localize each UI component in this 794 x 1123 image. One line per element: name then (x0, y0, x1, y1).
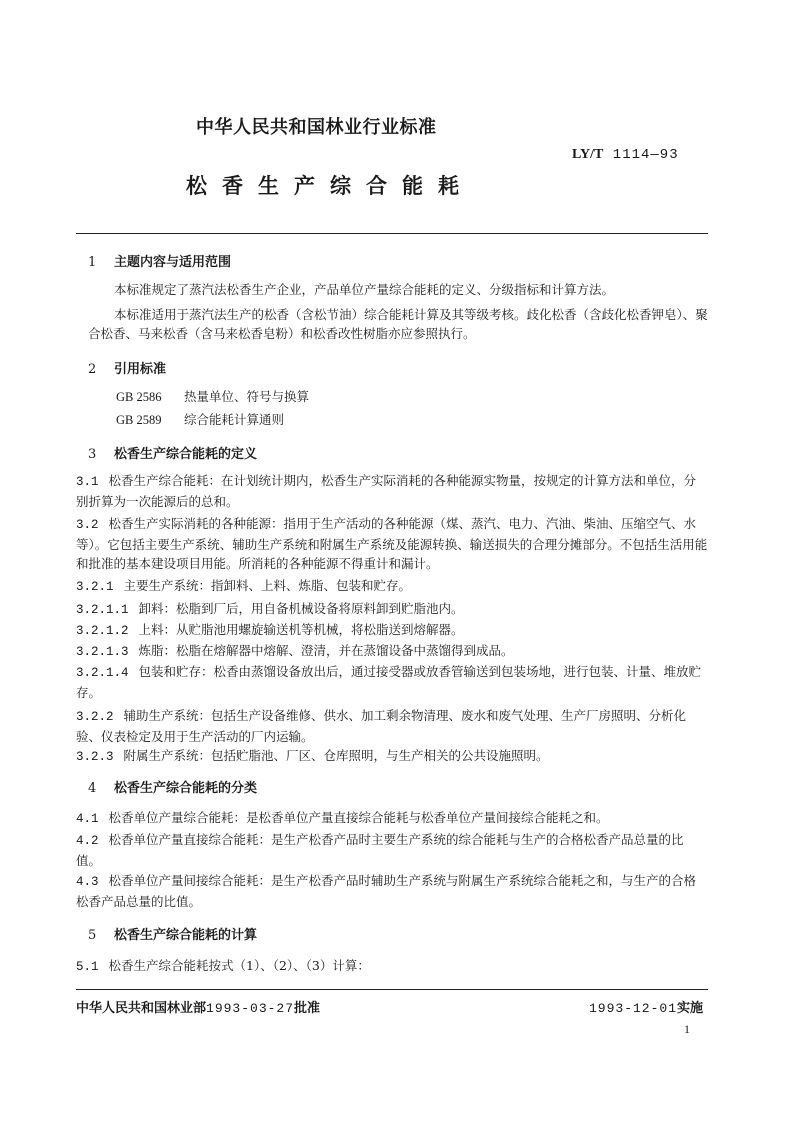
org-title: 中华人民共和国林业行业标准 (196, 117, 437, 138)
clause-number: 3.2.3 (76, 750, 114, 764)
clause-text: 卸料：松脂到厂后，用自备机械设备将原料卸到贮脂池内。 (138, 601, 464, 616)
clause-number: 3.2 (76, 518, 99, 532)
clause-text: 松香单位产量直接综合能耗：是生产松香产品时主要生产系统的综合能耗与生产的合格松香产品总量的比值。 (76, 832, 684, 868)
page-number: 1 (684, 1022, 690, 1036)
clause (76, 871, 708, 911)
clause-number: 3.2.1 (76, 580, 114, 594)
reference-code: GB 2586 (116, 390, 162, 404)
clause-text: 炼脂：松脂在熔解器中熔解、澄清，并在蒸馏设备中蒸馏得到成品。 (138, 643, 514, 658)
clause-text: 松香生产综合能耗按式（1）、（2）、（3）计算： (108, 958, 370, 973)
clause-text: 松香生产实际消耗的各种能源：指用于生产活动的各种能源（煤、蒸汽、电力、汽油、柴油、压缩空气、水等）。它包括主要生产系统、辅助生产系统和附属生产系统及能源转换、输送损失的合理分摊部分。不包括生活用能和批准的基本建设项目用能。所消耗的各种能源不得重计和漏计。 (76, 516, 708, 571)
clause-number: 3.2.1.1 (76, 603, 129, 617)
clause-number: 3.1 (76, 475, 99, 489)
impl-label: 实施 (677, 1001, 704, 1016)
standard-code (572, 147, 679, 163)
section-title: 松香生产综合能耗的计算 (114, 928, 258, 943)
clause-number: 4.1 (76, 812, 99, 826)
clause (76, 662, 708, 702)
code-prefix: LY/T (572, 147, 604, 162)
clause (76, 746, 708, 767)
section-number: 5 (88, 928, 97, 943)
clause-text: 主要生产系统：指卸料、上料、炼脂、包装和贮存。 (123, 578, 412, 593)
clause-text: 附属生产系统：包括贮脂池、厂区、仓库照明，与生产相关的公共设施照明。 (123, 748, 549, 763)
clause-text: 上料：从贮脂池用螺旋输送机等机械，将松脂送到熔解器。 (138, 622, 464, 637)
clause (76, 620, 708, 641)
reference-item (116, 410, 284, 428)
reference-code: GB 2589 (116, 413, 162, 427)
clause-text: 松香单位产量综合能耗：是松香单位产量直接综合能耗与松香单位产量间接综合能耗之和。 (108, 810, 609, 825)
section-title: 松香生产综合能耗的定义 (114, 447, 258, 462)
section-5-heading (88, 924, 257, 943)
clause-number: 3.2.2 (76, 710, 114, 724)
clause-number: 4.3 (76, 875, 99, 889)
clause-text: 包装和贮存：松香由蒸馏设备放出后，通过接受器或放香管输送到包装场地，进行包装、计量、堆放贮存。 (76, 664, 702, 700)
clause (76, 706, 708, 746)
implementation-line (589, 997, 703, 1016)
section-4-heading (88, 777, 257, 796)
top-rule (76, 233, 708, 234)
clause (76, 514, 708, 573)
clause (76, 641, 708, 662)
section-number: 3 (88, 447, 97, 462)
clause (76, 808, 708, 829)
section-number: 4 (88, 781, 97, 796)
code-number: 1114—93 (612, 147, 679, 163)
section-3-heading (88, 443, 257, 462)
section-number: 2 (88, 362, 97, 377)
approver: 中华人民共和国林业部 (76, 1001, 207, 1016)
section-number: 1 (88, 255, 97, 270)
section-1-heading (88, 251, 231, 270)
impl-date: 1993-12-01 (589, 1001, 678, 1016)
clause (76, 471, 708, 511)
clause-number: 3.2.1.4 (76, 666, 129, 680)
section-title: 引用标准 (114, 362, 167, 377)
clause-number: 3.2.1.3 (76, 645, 129, 659)
doc-title: 松香生产综合能耗 (186, 174, 474, 198)
clause-number: 5.1 (76, 960, 99, 974)
clause-number: 3.2.1.2 (76, 624, 129, 638)
clause-number: 4.2 (76, 834, 99, 848)
clause-text: 松香单位产量间接综合能耗：是生产松香产品时辅助生产系统与附属生产系统综合能耗之和，与生产的合格松香产品总量的比值。 (76, 873, 697, 909)
clause-text: 辅助生产系统：包括生产设备维修、供水、加工剩余物清理、废水和废气处理、生产厂房照明、分析化验、仪表检定及用于生产活动的厂内运输。 (76, 708, 687, 744)
approval-line (76, 997, 320, 1016)
section-title: 主题内容与适用范围 (114, 255, 232, 270)
approve-date: 1993-03-27 (206, 1001, 295, 1016)
approve-label: 批准 (294, 1001, 321, 1016)
reference-name: 综合能耗计算通则 (184, 412, 285, 427)
clause (76, 576, 708, 597)
section-title: 松香生产综合能耗的分类 (114, 781, 258, 796)
clause-text: 松香生产综合能耗：在计划统计期内，松香生产实际消耗的各种能源实物量，按规定的计算方法和单位，分别折算为一次能源后的总和。 (76, 473, 697, 509)
section-2-heading (88, 358, 166, 377)
reference-item (116, 387, 309, 405)
clause (76, 599, 708, 620)
footer-rule (76, 989, 708, 990)
paragraph: 本标准适用于蒸汽法生产的松香（含松节油）综合能耗计算及其等级考核。歧化松香（含歧化松香钾皂）、聚合松香、马来松香（含马来松香皂粉）和松香改性树脂亦应参照执行。 (88, 307, 708, 341)
clause (76, 956, 708, 977)
clause (76, 830, 708, 870)
paragraph: 本标准规定了蒸汽法松香生产企业，产品单位产量综合能耗的定义、分级指标和计算方法。 (114, 282, 615, 297)
reference-name: 热量单位、符号与换算 (184, 389, 310, 404)
